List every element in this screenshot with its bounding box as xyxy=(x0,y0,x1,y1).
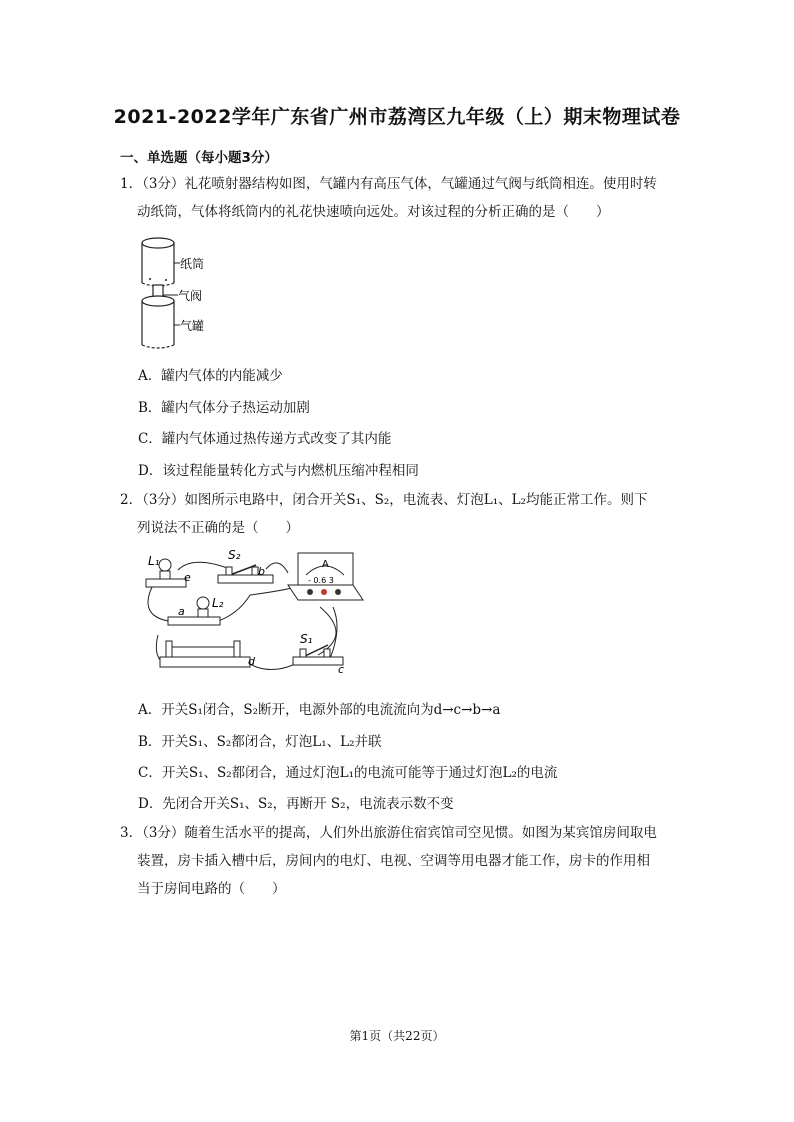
question-3-stem xyxy=(120,819,680,903)
question-1-figure xyxy=(138,233,248,362)
question-1-option-d: D．该过程能量转化方式与内燃机压缩冲程相同 xyxy=(138,463,419,479)
question-1-option-b: B．罐内气体分子热运动加剧 xyxy=(138,400,310,416)
label-s2: S₂ xyxy=(228,548,241,562)
section-heading: 一、单选题（每小题3分） xyxy=(120,150,278,166)
label-e: e xyxy=(184,571,191,584)
question-3-text-line3: 当于房间电路的（ ） xyxy=(137,881,286,897)
question-3-number: 3． xyxy=(120,825,143,841)
page-footer: 第1页（共22页） xyxy=(349,1029,445,1043)
page-title: 2021-2022学年广东省广州市荔湾区九年级（上）期末物理试卷 xyxy=(113,106,681,128)
question-2-text-line1: 如图所示电路中，闭合开关S₁、S₂，电流表、灯泡L₁、L₂均能正常工作。则下 xyxy=(184,492,648,508)
question-1-score: （3分） xyxy=(142,176,185,192)
label-tank: 气罐 xyxy=(180,319,205,333)
label-valve: 气阀 xyxy=(178,289,203,303)
question-2-circuit-figure xyxy=(138,545,368,684)
question-1-text-line2: 动纸筒，气体将纸筒内的礼花快速喷向远处。对该过程的分析正确的是（ ） xyxy=(137,204,610,220)
question-2-option-b: B．开关S₁、S₂都闭合，灯泡L₁、L₂并联 xyxy=(138,734,382,750)
label-s1: S₁ xyxy=(300,632,313,646)
question-1-option-c: C．罐内气体通过热传递方式改变了其内能 xyxy=(138,431,392,447)
question-1-number: 1． xyxy=(120,176,143,192)
question-2-text-line2: 列说法不正确的是（ ） xyxy=(137,520,299,536)
question-2-stem xyxy=(120,486,680,542)
label-l1: L₁ xyxy=(148,554,160,568)
label-d: d xyxy=(248,655,255,668)
question-2-option-c: C．开关S₁、S₂都闭合，通过灯泡L₁的电流可能等于通过灯泡L₂的电流 xyxy=(138,765,558,781)
label-b: b xyxy=(258,565,265,578)
question-2-number: 2． xyxy=(120,492,143,508)
question-2-score: （3分） xyxy=(142,492,185,508)
question-3-text-line1: 随着生活水平的提高，人们外出旅游住宿宾馆司空见惯。如图为某宾馆房间取电 xyxy=(184,825,657,841)
label-l2: L₂ xyxy=(212,596,224,610)
question-2-option-a: A．开关S₁闭合，S₂断开，电源外部的电流流向为d→c→b→a xyxy=(138,702,501,718)
question-1-text-line1: 礼花喷射器结构如图，气罐内有高压气体，气罐通过气阀与纸筒相连。使用时转 xyxy=(184,176,657,192)
label-scale: - 0.6 3 xyxy=(308,576,334,585)
label-tube: 纸筒 xyxy=(180,257,205,271)
question-2-option-d: D．先闭合开关S₁、S₂，再断开 S₂，电流表示数不变 xyxy=(138,796,454,812)
question-1-option-a: A．罐内气体的内能减少 xyxy=(138,368,283,384)
label-ammeter: A xyxy=(322,559,329,570)
question-3-score: （3分） xyxy=(142,825,185,841)
question-1-stem xyxy=(120,170,680,226)
question-3-text-line2: 装置，房卡插入槽中后，房间内的电灯、电视、空调等用电器才能工作，房卡的作用相 xyxy=(137,853,650,869)
label-a: a xyxy=(178,605,185,618)
label-c: c xyxy=(338,663,345,676)
